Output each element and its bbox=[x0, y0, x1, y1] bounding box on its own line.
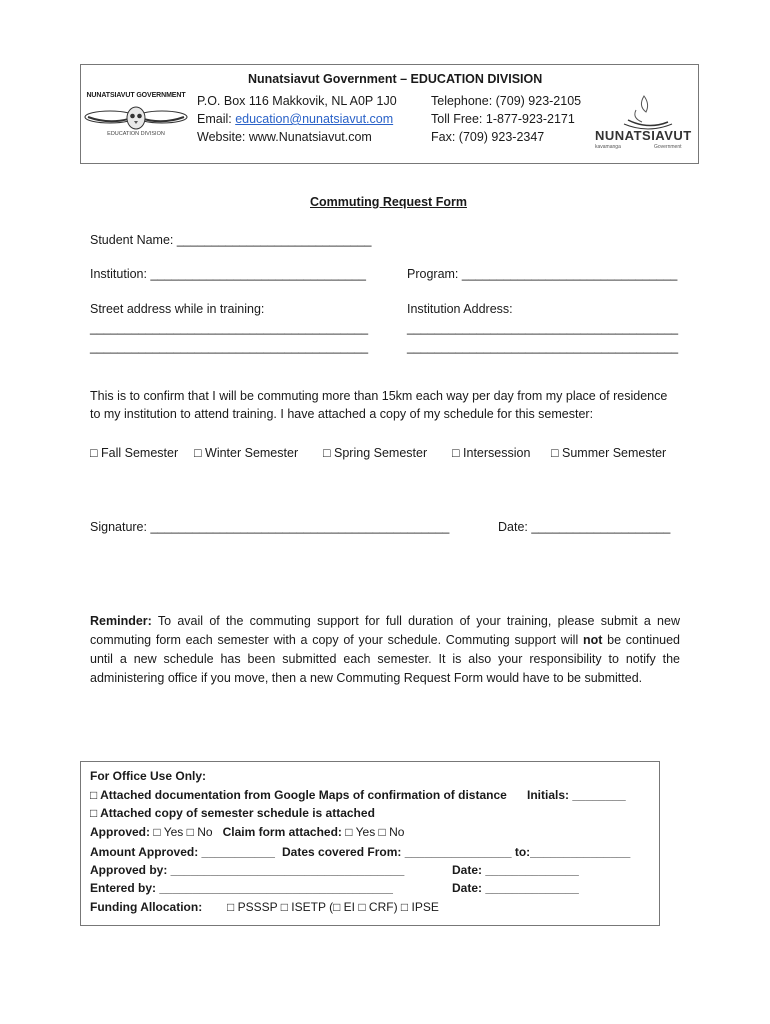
reminder-text-1: To avail of the commuting support for full duration of your training, please submit a new bbox=[157, 614, 680, 628]
approved-date-field[interactable]: Date: ______________ bbox=[452, 863, 579, 877]
reminder-line-2 bbox=[90, 631, 680, 650]
approved-label: Approved: bbox=[90, 825, 150, 839]
confirmation-line-2: to my institution to attend training. I have attached a copy of my schedule for this semester: bbox=[90, 407, 594, 421]
reminder-label: Reminder: bbox=[90, 614, 152, 628]
reminder-line-4: administering office if you move, then a new Commuting Request Form would have to be submitted. bbox=[90, 671, 643, 685]
street-address-line-1[interactable]: ________________________________________ bbox=[90, 321, 369, 335]
dates-covered-field[interactable]: Dates covered From: ________________ to:_______________ bbox=[282, 845, 631, 859]
approved-row bbox=[90, 825, 404, 839]
lamp-flame-icon bbox=[592, 92, 702, 132]
claim-form-label: Claim form attached: bbox=[222, 825, 342, 839]
approved-yes-no-checkboxes[interactable]: □ Yes □ No bbox=[153, 825, 213, 839]
winter-semester-checkbox[interactable]: □ Winter Semester bbox=[194, 446, 299, 460]
street-address-line-2[interactable]: ________________________________________ bbox=[90, 340, 369, 354]
logo-sub-right: Government bbox=[654, 144, 682, 150]
email-link[interactable]: education@nunatsiavut.com bbox=[235, 112, 394, 126]
logo-top-text: NUNATSIAVUT GOVERNMENT bbox=[86, 92, 186, 99]
toll-free-line: Toll Free: 1-877-923-2171 bbox=[431, 112, 575, 126]
reminder-line-3: until a new schedule has been submitted each semester. It is also your responsibility to notify the bbox=[90, 652, 680, 666]
approved-by-field[interactable]: Approved by: ___________________________________ bbox=[90, 863, 405, 877]
reminder-text-2b: be continued bbox=[602, 633, 681, 647]
email-line bbox=[197, 112, 393, 126]
entered-date-field[interactable]: Date: ______________ bbox=[452, 881, 579, 895]
initials-field[interactable]: Initials: ________ bbox=[527, 788, 626, 802]
funding-allocation-checkboxes[interactable]: □ PSSSP □ ISETP (□ EI □ CRF) □ IPSE bbox=[227, 900, 439, 914]
intersession-checkbox[interactable]: □ Intersession bbox=[452, 446, 531, 460]
form-title: Commuting Request Form bbox=[310, 195, 467, 209]
logo-brand-text: NUNATSIAVUT bbox=[595, 128, 692, 143]
office-use-heading: For Office Use Only: bbox=[90, 769, 207, 783]
email-label: Email: bbox=[197, 112, 236, 126]
semester-schedule-checkbox[interactable]: □ Attached copy of semester schedule is attached bbox=[90, 806, 375, 820]
institution-address-line-2[interactable]: _______________________________________ bbox=[407, 340, 679, 354]
logo-bottom-text: EDUCATION DIVISION bbox=[107, 131, 165, 137]
student-name-field[interactable]: Student Name: ____________________________ bbox=[90, 233, 372, 247]
fax-line: Fax: (709) 923-2347 bbox=[431, 130, 545, 144]
google-maps-checkbox[interactable]: □ Attached documentation from Google Maps of confirmation of distance bbox=[90, 788, 507, 802]
program-field[interactable]: Program: _______________________________ bbox=[407, 267, 678, 281]
telephone-line: Telephone: (709) 923-2105 bbox=[431, 94, 582, 108]
institution-field[interactable]: Institution: _______________________________ bbox=[90, 267, 366, 281]
amount-approved-field[interactable]: Amount Approved: ___________ bbox=[90, 845, 275, 859]
website-line: Website: www.Nunatsiavut.com bbox=[197, 130, 372, 144]
institution-address-line-1[interactable]: _______________________________________ bbox=[407, 321, 679, 335]
fall-semester-checkbox[interactable]: □ Fall Semester bbox=[90, 446, 179, 460]
funding-allocation-label: Funding Allocation: bbox=[90, 900, 203, 914]
reminder-line-1 bbox=[90, 612, 680, 631]
letterhead-title: Nunatsiavut Government – EDUCATION DIVISION bbox=[248, 72, 543, 86]
signature-field[interactable]: Signature: ___________________________________________ bbox=[90, 520, 450, 534]
institution-address-label: Institution Address: bbox=[407, 302, 513, 316]
confirmation-line-1: This is to confirm that I will be commuting more than 15km each way per day from my place of residence bbox=[90, 389, 668, 403]
claim-yes-no-checkboxes[interactable]: □ Yes □ No bbox=[345, 825, 405, 839]
logo-sub-left: kavamanga bbox=[595, 144, 621, 150]
street-address-label: Street address while in training: bbox=[90, 302, 265, 316]
entered-by-field[interactable]: Entered by: ___________________________________ bbox=[90, 881, 393, 895]
nunatsiavut-government-logo bbox=[82, 92, 190, 142]
reminder-not-emphasis: not bbox=[582, 633, 603, 647]
mailing-address: P.O. Box 116 Makkovik, NL A0P 1J0 bbox=[197, 94, 397, 108]
date-field[interactable]: Date: ____________________ bbox=[498, 520, 671, 534]
reminder-text-2a: commuting form each semester with a copy of your schedule. Commuting support will bbox=[90, 633, 583, 647]
spring-semester-checkbox[interactable]: □ Spring Semester bbox=[323, 446, 428, 460]
nunatsiavut-logo bbox=[592, 92, 702, 150]
summer-semester-checkbox[interactable]: □ Summer Semester bbox=[551, 446, 667, 460]
